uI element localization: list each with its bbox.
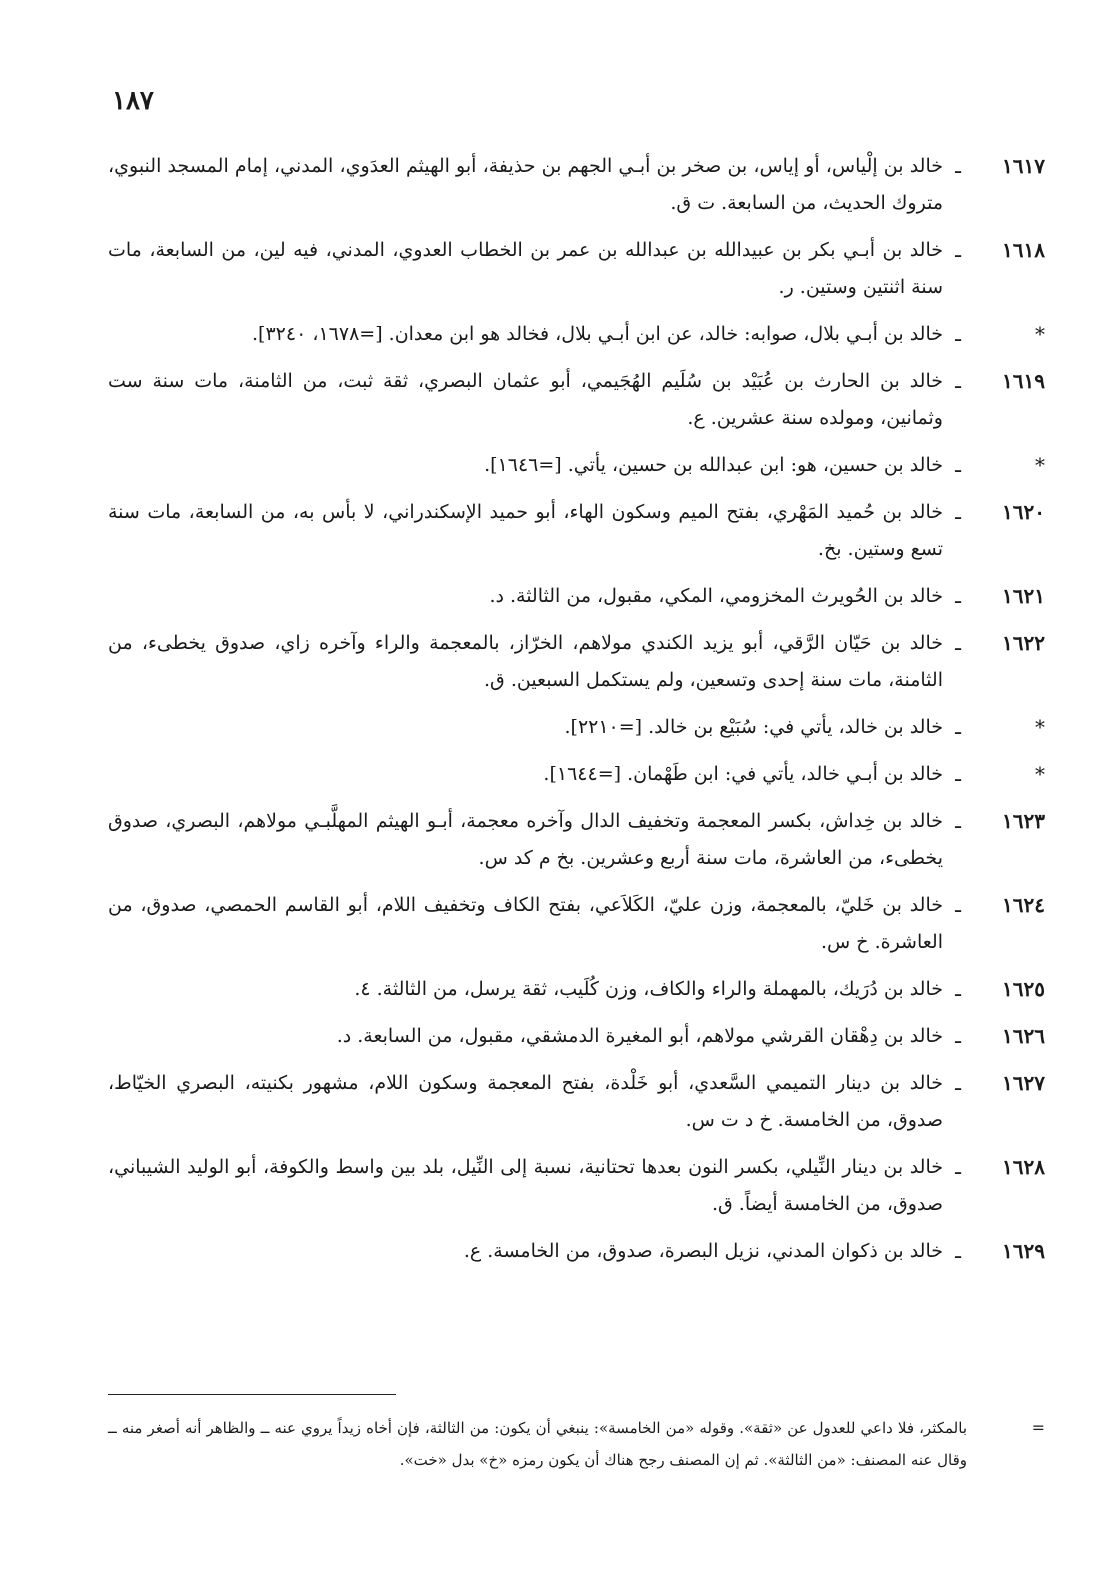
cross-reference-entry [108,316,1045,353]
entries-list [108,148,1045,1280]
biography-entry [108,1233,1045,1270]
biography-entry [108,625,1045,699]
entry-number: ١٦٢٠ [1002,500,1045,524]
biography-entry [108,578,1045,615]
biography-entry [108,1018,1045,1055]
entry-dash: ـ [955,154,961,178]
entry-dash: ـ [955,238,961,262]
entry-dash: ـ [955,1071,961,1095]
biography-entry [108,1065,1045,1139]
entry-number: ١٦١٩ [1002,369,1045,393]
asterisk-marker: * [1035,762,1045,786]
biography-entry [108,1149,1045,1223]
entry-text: خالد بن خَليّ، بالمعجمة، وزن عليّ، الكَلاَعي، بفتح الكاف وتخفيف اللام، أبو القاسم الحمصي، صدوق، من العاشرة. خ س. [108,894,943,953]
entry-dash: ـ [955,1239,961,1263]
entry-number: ١٦٢٦ [1002,1024,1045,1048]
entry-number: ١٦٢٧ [1002,1071,1045,1095]
entry-number: ١٦٢١ [1002,584,1045,608]
entry-text: خالد بن دِهْقان القرشي مولاهم، أبو المغيرة الدمشقي، مقبول، من السابعة. د. [336,1025,943,1047]
cross-reference-entry [108,447,1045,484]
entry-dash: ـ [955,1155,961,1179]
biography-entry [108,971,1045,1008]
footnote-marker: = [1031,1418,1045,1437]
biography-entry [108,148,1045,222]
entry-number: ١٦٢٣ [1002,809,1045,833]
footnote [108,1412,1045,1476]
entry-text: خالد بن إلْياس، أو إياس، بن صخر بن أبـي الجهم بن حذيفة، أبو الهيثم العدَوي، المدني، إمام المسجد النبوي، متروك الحديث، من السابعة. ت ق. [108,155,943,214]
entry-number: ١٦٢٢ [1002,631,1045,655]
cross-reference-entry [108,756,1045,793]
biography-entry [108,232,1045,306]
entry-dash: ـ [955,762,961,786]
entry-dash: ـ [955,893,961,917]
asterisk-marker: * [1035,453,1045,477]
entry-dash: ـ [955,809,961,833]
entry-number: ١٦٢٩ [1002,1239,1045,1263]
entry-number: ١٦١٧ [1002,154,1045,178]
asterisk-marker: * [1035,322,1045,346]
entry-dash: ـ [955,631,961,655]
entry-text: خالد بن أبـي بكر بن عبيدالله بن عبدالله بن عمر بن الخطاب العدوي، المدني، فيه لين، من السابعة، مات سنة اثنتين وستين. ر. [108,239,943,298]
entry-dash: ـ [955,584,961,608]
entry-text: خالد بن دينار النِّيلي، بكسر النون بعدها تحتانية، نسبة إلى النِّيل، بلد بين واسط والكوفة، أبو الوليد الشيباني، صدوق، من الخامسة أيضاً. ق. [108,1156,943,1215]
entry-dash: ـ [955,977,961,1001]
entry-dash: ـ [955,500,961,524]
page-number: ١٨٧ [112,86,154,116]
entry-number: ١٦٢٤ [1002,893,1045,917]
entry-dash: ـ [955,715,961,739]
entry-text: خالد بن حَيّان الرَّقي، أبو يزيد الكندي مولاهم، الخرّاز، بالمعجمة والراء وآخره زاي، صدوق يخطىء، من الثامنة، مات سنة إحدى وتسعين، ولم يستكمل السبعين. ق. [108,632,943,691]
footnote-text: بالمكثر، فلا داعي للعدول عن «ثقة». وقوله «من الخامسة»: ينبغي أن يكون: من الثالثة، فإن أخاه زيداً يروي عنه ــ والظاهر أنه أصغر منه ــ وقال عنه المصنف: «من الثالثة». ثم إن المصنف رجح هناك أن يكون رمزه «خ» بدل «خت». [108,1419,967,1469]
entry-text: خالد بن أبـي خالد، يأتي في: ابن طَهْمان. [=١٦٤٤]. [543,763,943,785]
entry-text: خالد بن دينار التميمي السَّعدي، أبو خَلْدة، بفتح المعجمة وسكون اللام، مشهور بكنيته، البصري الخيّاط، صدوق، من الخامسة. خ د ت س. [108,1072,943,1131]
biography-entry [108,887,1045,961]
entry-dash: ـ [955,322,961,346]
entry-text: خالد بن دُرَيك، بالمهملة والراء والكاف، وزن كُلَيب، ثقة يرسل، من الثالثة. ٤. [354,978,943,1000]
entry-text: خالد بن أبـي بلال، صوابه: خالد، عن ابن أبـي بلال، فخالد هو ابن معدان. [=١٦٧٨، ٣٢٤٠]. [252,323,943,345]
biography-entry [108,494,1045,568]
entry-text: خالد بن ذكوان المدني، نزيل البصرة، صدوق، من الخامسة. ع. [463,1240,943,1262]
entry-number: ١٦٢٨ [1002,1155,1045,1179]
entry-dash: ـ [955,453,961,477]
entry-text: خالد بن خِداش، بكسر المعجمة وتخفيف الدال وآخره معجمة، أبـو الهيثم المهلَّبـي مولاهم، البصري، صدوق يخطىء، من العاشرة، مات سنة أربع وعشرين. بخ م كد س. [108,810,943,869]
entry-number: ١٦٢٥ [1002,977,1045,1001]
entry-text: خالد بن حسين، هو: ابن عبدالله بن حسين، يأتي. [=١٦٤٦]. [484,454,943,476]
entry-number: ١٦١٨ [1002,238,1045,262]
entry-dash: ـ [955,1024,961,1048]
entry-text: خالد بن خالد، يأتي في: سُبَيْع بن خالد. [=٢٢١٠]. [564,716,943,738]
footnote-divider [108,1394,396,1395]
biography-entry [108,803,1045,877]
asterisk-marker: * [1035,715,1045,739]
entry-text: خالد بن الحارث بن عُبَيْد بن سُلَيم الهُجَيمي، أبو عثمان البصري، ثقة ثبت، من الثامنة، مات سنة ست وثمانين، ومولده سنة عشرين. ع. [108,370,943,429]
entry-dash: ـ [955,369,961,393]
entry-text: خالد بن الحُويرث المخزومي، المكي، مقبول، من الثالثة. د. [489,585,943,607]
biography-entry [108,363,1045,437]
cross-reference-entry [108,709,1045,746]
entry-text: خالد بن حُميد المَهْري، بفتح الميم وسكون الهاء، أبو حميد الإسكندراني، لا بأس به، من السابعة، مات سنة تسع وستين. بخ. [108,501,943,560]
